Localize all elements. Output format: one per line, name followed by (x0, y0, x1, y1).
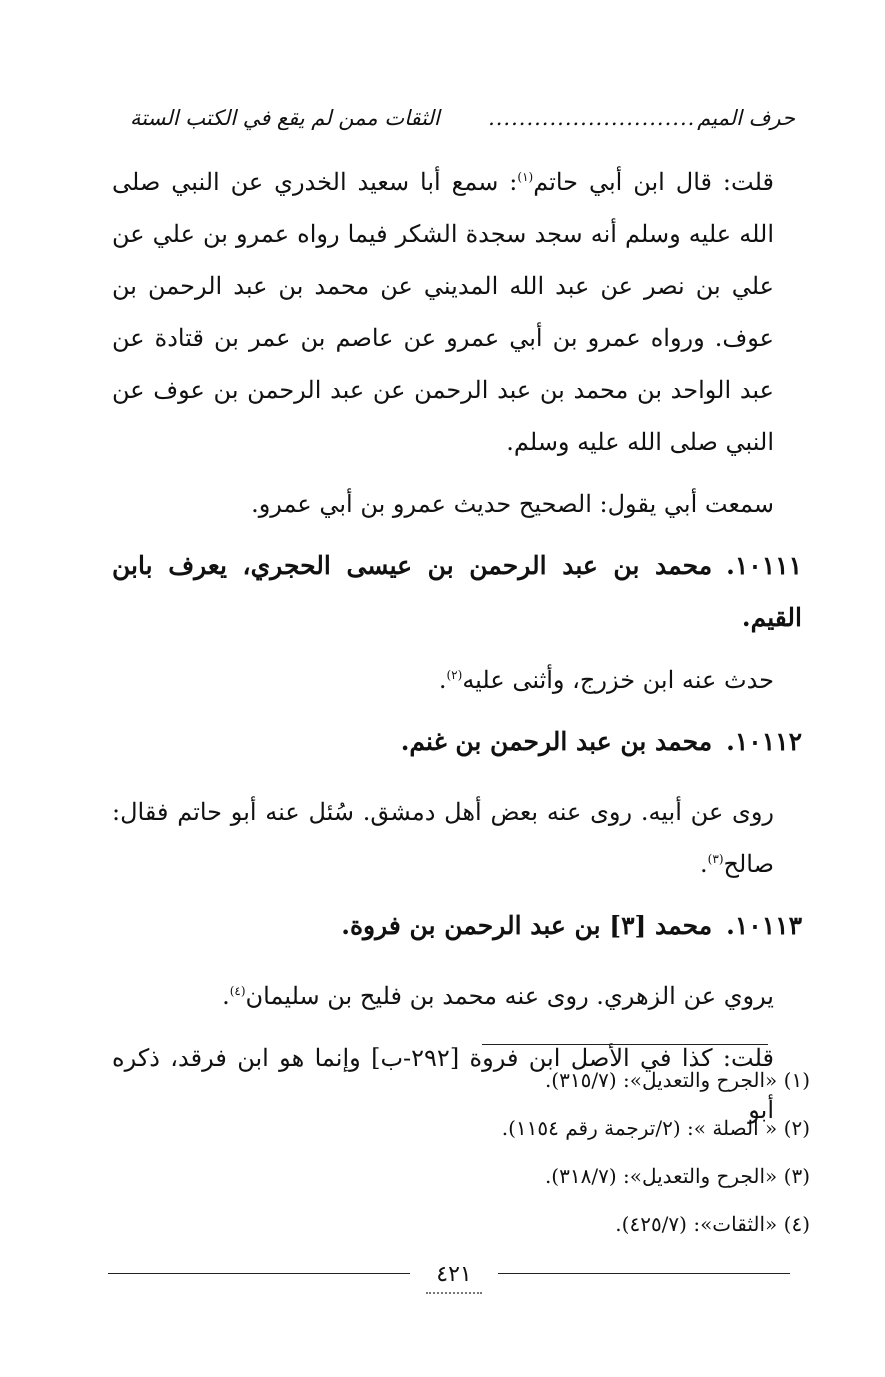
paragraph-end: . (438, 666, 447, 694)
footnote-1: (١) «الجرح والتعديل»: (٣١٥/٧). (544, 1068, 810, 1092)
footnote-2: (٢) « الصلة »: (٢/ترجمة رقم ١١٥٤). (501, 1116, 810, 1140)
book-title: الثقات ممن لم يقع في الكتب الستة (130, 106, 440, 130)
footnote-ref: (٢) (446, 668, 463, 682)
paragraph-end: . (700, 850, 708, 878)
entry-name: محمد بن عبد الرحمن بن عيسى الحجري، يعرف بابن القيم. (112, 551, 802, 632)
entry-number: ١٠١١٣. (726, 911, 802, 940)
paragraph-sahih: سمعت أبي يقول: الصحيح حديث عمرو بن أبي عمرو. (251, 490, 774, 518)
entry-number: ١٠١١١. (726, 551, 802, 580)
footnote-separator (482, 1044, 768, 1045)
paragraph-text: : سمع أبا سعيد الخدري عن النبي صلى الله عليه وسلم أنه سجد سجدة الشكر فيما رواه عمرو بن علي عن علي بن نصر عن عبد الله المديني عن محمد بن عبد الرحمن بن عوف. ورواه عمرو بن أبي عمرو عن عاصم بن عمر بن قتادة عن عبد الواحد بن محمد بن عبد الرحمن عن عبد الرحمن بن عوف عن النبي صلى الله عليه وسلم. (112, 168, 774, 456)
paragraph-entry-10112 (112, 786, 802, 890)
footnote-3: (٣) «الجرح والتعديل»: (٣١٨/٧). (544, 1164, 810, 1188)
entry-heading-10111 (112, 540, 802, 644)
footnotes (110, 1056, 810, 1248)
footnote-ref: (١) (517, 170, 534, 184)
running-header (130, 98, 795, 138)
footnote-4: (٤) «الثقات»: (٤٢٥/٧). (615, 1212, 810, 1236)
paragraph-text: حدث عنه ابن خزرج، وأثنى عليه (462, 666, 774, 694)
entry-heading-10113 (112, 900, 802, 952)
paragraph-entry-10113 (112, 970, 802, 1022)
page-number: ٤٢١ (426, 1258, 481, 1294)
footnote-ref: (٣) (707, 852, 724, 866)
paragraph-text: روى عن أبيه. روى عنه بعض أهل دمشق. سُئل عنه أبو حاتم فقال: صالح (112, 798, 774, 878)
paragraph-entry-10111 (112, 654, 802, 706)
entry-name: محمد [٣] بن عبد الرحمن بن فروة. (341, 911, 713, 940)
footnote-ref: (٤) (229, 984, 246, 998)
folio-rule-right (498, 1273, 790, 1274)
paragraph-note: قلت: كذا في الأصل ابن فروة [٢٩٢-ب] وإنما هو ابن فرقد، ذكره أبو (112, 1044, 774, 1124)
entry-number: ١٠١١٢. (726, 727, 802, 756)
page-number-box (410, 1258, 498, 1298)
paragraph-end: . (222, 982, 230, 1010)
main-text (112, 156, 802, 1136)
chapter-title: حرف الميم (697, 106, 795, 130)
header-leader-dots: ........................... (488, 106, 696, 130)
paragraph-ibn-abi-hatim (112, 156, 802, 468)
entry-name: محمد بن عبد الرحمن بن غنم. (400, 727, 713, 756)
folio-rule-left (108, 1273, 410, 1274)
paragraph-text: يروي عن الزهري. روى عنه محمد بن فليح بن سليمان (245, 982, 774, 1010)
paragraph-text: قلت: قال ابن أبي حاتم (533, 168, 775, 196)
entry-heading-10112 (112, 716, 802, 768)
